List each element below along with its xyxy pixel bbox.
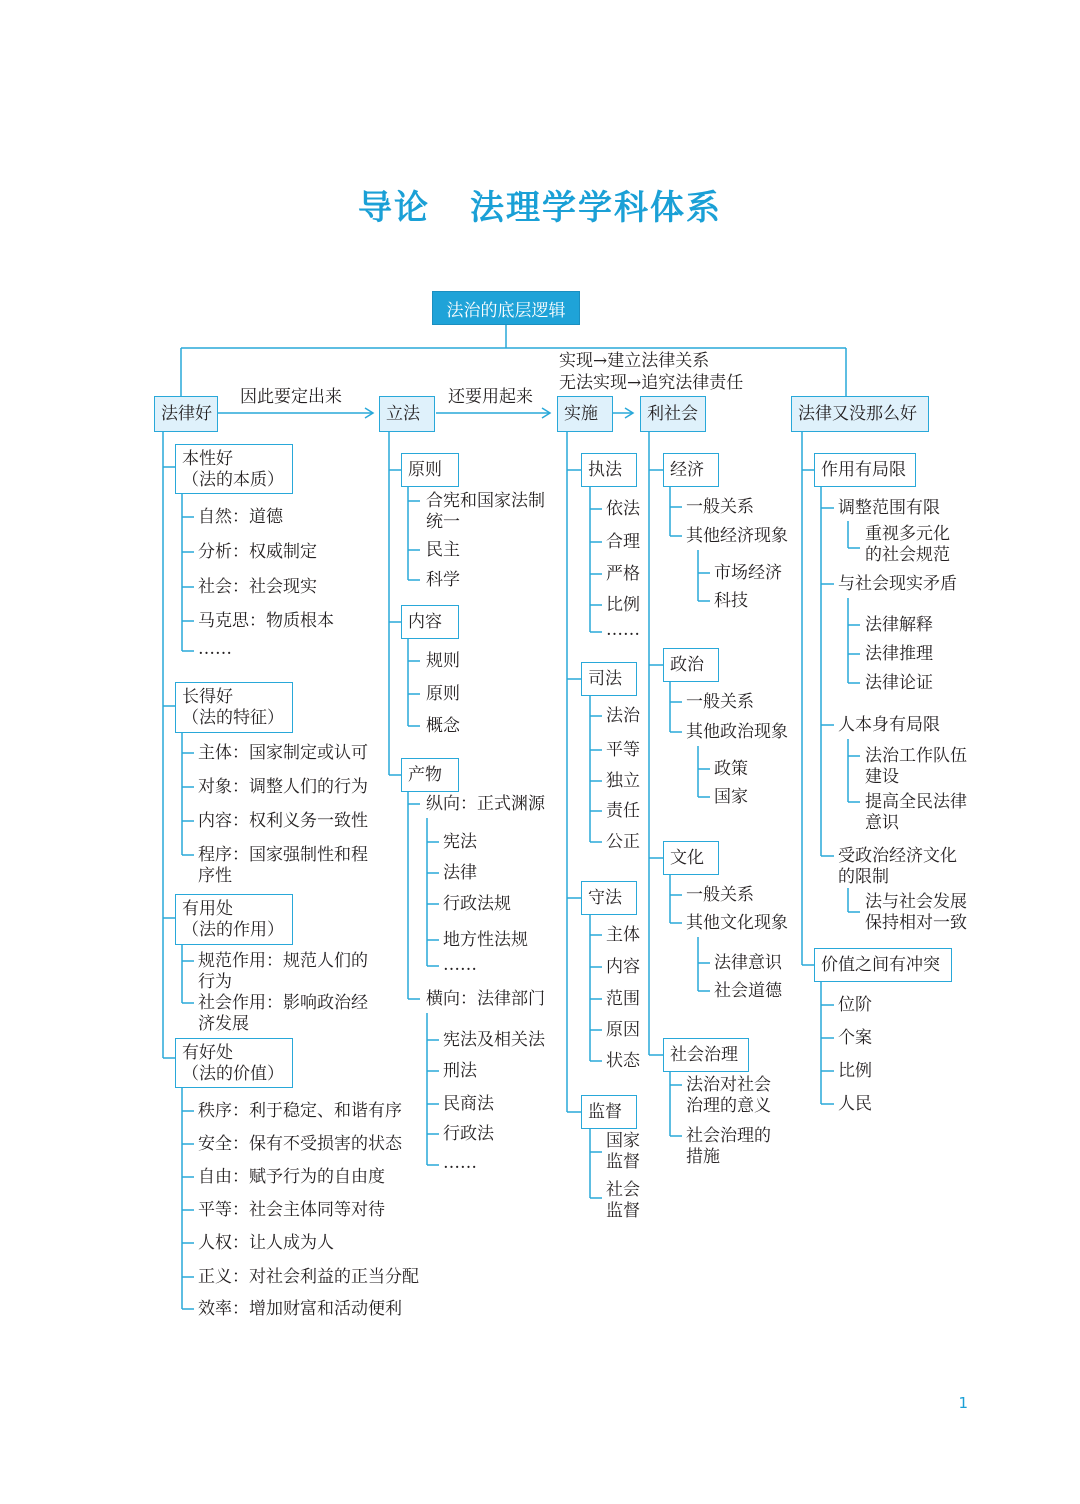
nature-item: 自然：道德: [198, 507, 283, 527]
principle-item: 民主: [426, 540, 460, 560]
value-item: 正义：对社会利益的正当分配: [198, 1267, 419, 1287]
conflict-item: 法律论证: [865, 673, 933, 693]
connector-label-3: 实现→建立法律关系: [559, 351, 710, 371]
use-item: 规范作用：规范人们的: [198, 951, 368, 971]
horizontal-item: 刑法: [443, 1061, 477, 1081]
page-number: 1: [958, 1394, 968, 1412]
obey-item: 内容: [606, 957, 640, 977]
nature-item: ……: [198, 639, 232, 659]
node-use-title: 有用处: [182, 899, 233, 919]
self-item: 意识: [865, 813, 899, 833]
main-node-good: 法律好: [154, 396, 218, 432]
node-value: [175, 1038, 293, 1088]
content-item: 规则: [426, 651, 460, 671]
main-node-society: 利社会: [640, 396, 706, 432]
node-value-title: 有好处: [182, 1043, 233, 1063]
self-item: 建设: [865, 767, 899, 787]
supervise-item: 监督: [606, 1201, 640, 1221]
economy-item: 市场经济: [714, 563, 782, 583]
horizontal-label: 横向：法律部门: [426, 989, 545, 1009]
root-node: 法治的底层逻辑: [432, 291, 580, 325]
looks-item: 程序：国家强制性和程: [198, 845, 368, 865]
node-nature: [175, 444, 293, 494]
judicial-item: 法治: [606, 706, 640, 726]
node-value-sub: （法的价值）: [182, 1064, 284, 1084]
principle-item: 统一: [426, 512, 460, 532]
content-item: 概念: [426, 716, 460, 736]
value-item: 安全：保有不受损害的状态: [198, 1134, 402, 1154]
node-nature-sub: （法的本质）: [182, 470, 284, 490]
economy-item: 其他经济现象: [686, 526, 788, 546]
governance-item: 法治对社会: [686, 1075, 771, 1095]
supervise-item: 社会: [606, 1180, 640, 1200]
judicial-item: 独立: [606, 771, 640, 791]
connector-label-4: 无法实现→追究法律责任: [559, 373, 744, 393]
self-label: 人本身有局限: [838, 715, 940, 735]
vertical-item: ……: [443, 955, 477, 975]
conflict-item: 法律推理: [865, 644, 933, 664]
node-values: 价值之间有冲突: [814, 948, 952, 982]
obey-item: 范围: [606, 989, 640, 1009]
enforce-item: ……: [606, 620, 640, 640]
supervise-item: 监督: [606, 1152, 640, 1172]
principle-item: 科学: [426, 570, 460, 590]
node-use-sub: （法的作用）: [182, 920, 284, 940]
values-item: 人民: [838, 1094, 872, 1114]
restricted-label: 的限制: [838, 867, 889, 887]
node-politics: 政治: [663, 648, 719, 682]
enforce-item: 比例: [606, 595, 640, 615]
value-item: 秩序：利于稳定、和谐有序: [198, 1101, 402, 1121]
horizontal-item: 行政法: [443, 1124, 494, 1144]
economy-item: 一般关系: [686, 497, 754, 517]
nature-item: 社会：社会现实: [198, 577, 317, 597]
connector-label-2: 还要用起来: [448, 387, 533, 407]
main-node-legislation: 立法: [379, 396, 435, 432]
node-obey: 守法: [581, 881, 637, 915]
node-looks-title: 长得好: [182, 687, 233, 707]
obey-item: 原因: [606, 1020, 640, 1040]
title-part2: 法理学学科体系: [470, 188, 722, 228]
node-judicial: 司法: [581, 662, 637, 696]
judicial-item: 公正: [606, 832, 640, 852]
node-economy: 经济: [663, 453, 719, 487]
culture-item: 法律意识: [714, 953, 782, 973]
looks-item: 主体：国家制定或认可: [198, 743, 368, 763]
self-item: 法治工作队伍: [865, 746, 967, 766]
scope-label: 调整范围有限: [838, 498, 940, 518]
conflict-label: 与社会现实矛盾: [838, 574, 957, 594]
scope-sub: 的社会规范: [865, 545, 950, 565]
economy-item: 科技: [714, 591, 748, 611]
politics-item: 国家: [714, 787, 748, 807]
use-item: 社会作用：影响政治经: [198, 993, 368, 1013]
nature-item: 分析：权威制定: [198, 542, 317, 562]
governance-item: 治理的意义: [686, 1096, 771, 1116]
value-item: 效率：增加财富和活动便利: [198, 1299, 402, 1319]
restricted-label: 受政治经济文化: [838, 846, 957, 866]
vertical-label: 纵向：正式渊源: [426, 794, 545, 814]
restricted-sub: 法与社会发展: [865, 892, 967, 912]
node-culture: 文化: [663, 841, 719, 875]
judicial-item: 平等: [606, 740, 640, 760]
self-item: 提高全民法律: [865, 792, 967, 812]
horizontal-item: 民商法: [443, 1094, 494, 1114]
value-item: 平等：社会主体同等对待: [198, 1200, 385, 1220]
looks-item: 内容：权利义务一致性: [198, 811, 368, 831]
obey-item: 主体: [606, 925, 640, 945]
node-looks: [175, 682, 293, 733]
use-item: 济发展: [198, 1014, 249, 1034]
culture-item: 其他文化现象: [686, 913, 788, 933]
conflict-item: 法律解释: [865, 615, 933, 635]
vertical-item: 行政法规: [443, 894, 511, 914]
governance-item: 措施: [686, 1147, 720, 1167]
value-item: 人权：让人成为人: [198, 1233, 334, 1253]
values-item: 个案: [838, 1028, 872, 1048]
politics-item: 其他政治现象: [686, 722, 788, 742]
horizontal-item: ……: [443, 1153, 477, 1173]
node-use: [175, 894, 293, 945]
node-product: 产物: [401, 758, 459, 792]
restricted-sub: 保持相对一致: [865, 913, 967, 933]
main-node-implement: 实施: [557, 396, 613, 432]
vertical-item: 法律: [443, 863, 477, 883]
node-looks-sub: （法的特征）: [182, 708, 284, 728]
obey-item: 状态: [606, 1051, 640, 1071]
culture-item: 社会道德: [714, 981, 782, 1001]
title-part1: 导论: [358, 188, 430, 228]
supervise-item: 国家: [606, 1131, 640, 1151]
governance-item: 社会治理的: [686, 1126, 771, 1146]
values-item: 比例: [838, 1061, 872, 1081]
enforce-item: 严格: [606, 564, 640, 584]
enforce-item: 合理: [606, 532, 640, 552]
culture-item: 一般关系: [686, 885, 754, 905]
enforce-item: 依法: [606, 499, 640, 519]
principle-item: 合宪和国家法制: [426, 491, 545, 511]
node-nature-title: 本性好: [182, 449, 233, 469]
scope-sub: 重视多元化: [865, 524, 950, 544]
node-principle: 原则: [401, 453, 459, 487]
node-limited: 作用有局限: [814, 453, 916, 487]
values-item: 位阶: [838, 995, 872, 1015]
node-supervise: 监督: [581, 1095, 637, 1129]
value-item: 自由：赋予行为的自由度: [198, 1167, 385, 1187]
use-item: 行为: [198, 972, 232, 992]
looks-item: 对象：调整人们的行为: [198, 777, 368, 797]
connector-label-1: 因此要定出来: [240, 387, 342, 407]
politics-item: 政策: [714, 759, 748, 779]
politics-item: 一般关系: [686, 692, 754, 712]
node-governance: 社会治理: [663, 1038, 749, 1072]
looks-item: 序性: [198, 866, 232, 886]
vertical-item: 地方性法规: [443, 930, 528, 950]
main-node-notgood: 法律又没那么好: [791, 396, 929, 432]
horizontal-item: 宪法及相关法: [443, 1030, 545, 1050]
node-content: 内容: [401, 605, 459, 639]
page-title: [0, 180, 1080, 229]
nature-item: 马克思：物质根本: [198, 611, 334, 631]
node-enforce: 执法: [581, 453, 637, 487]
judicial-item: 责任: [606, 801, 640, 821]
vertical-item: 宪法: [443, 832, 477, 852]
content-item: 原则: [426, 684, 460, 704]
